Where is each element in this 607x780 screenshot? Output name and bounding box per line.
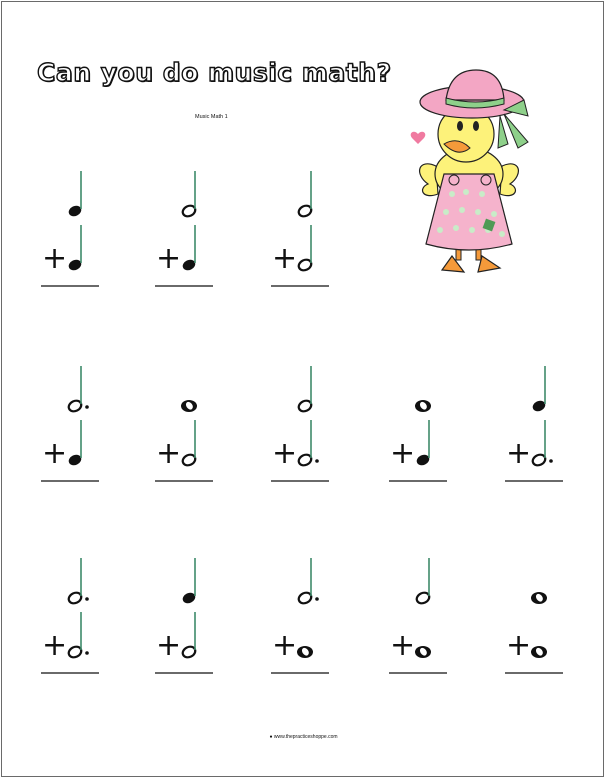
top-half-note [297, 366, 313, 413]
bottom-half-note [181, 420, 197, 467]
bottom-quarter-note [415, 420, 431, 467]
plus-sign: + [272, 436, 298, 471]
top-half-note [297, 171, 313, 218]
top-dotted-half-note [297, 558, 319, 605]
bottom-quarter-note [181, 225, 197, 272]
plus-sign: + [506, 436, 532, 471]
bottom-whole-note [297, 646, 313, 658]
plus-sign: + [156, 436, 182, 471]
worksheet-subtitle: Music Math 1 [195, 114, 228, 120]
plus-sign: + [390, 436, 416, 471]
bottom-dotted-half-note [67, 612, 89, 659]
top-whole-note [531, 592, 547, 604]
plus-sign: + [390, 628, 416, 663]
plus-sign: + [42, 628, 68, 663]
plus-sign: + [272, 241, 298, 276]
plus-sign: + [506, 628, 532, 663]
footer-url: ● www.thepracticeshoppe.com [269, 734, 338, 740]
plus-sign: + [42, 241, 68, 276]
plus-sign: + [156, 241, 182, 276]
top-whole-note [181, 400, 197, 412]
bottom-whole-note [531, 646, 547, 658]
top-dotted-half-note [67, 558, 89, 605]
plus-sign: + [272, 628, 298, 663]
worksheet-title: Can you do music math? [37, 58, 392, 87]
top-quarter-note [531, 366, 547, 413]
bottom-dotted-half-note [531, 420, 553, 467]
bottom-quarter-note [67, 420, 83, 467]
top-whole-note [415, 400, 431, 412]
top-quarter-note [67, 171, 83, 218]
plus-sign: + [42, 436, 68, 471]
bottom-half-note [181, 612, 197, 659]
top-quarter-note [181, 558, 197, 605]
bottom-dotted-half-note [297, 420, 319, 467]
bottom-half-note [297, 225, 313, 272]
top-half-note [415, 558, 431, 605]
bottom-whole-note [415, 646, 431, 658]
top-half-note [181, 171, 197, 218]
bottom-quarter-note [67, 225, 83, 272]
plus-sign: + [156, 628, 182, 663]
top-dotted-half-note [67, 366, 89, 413]
